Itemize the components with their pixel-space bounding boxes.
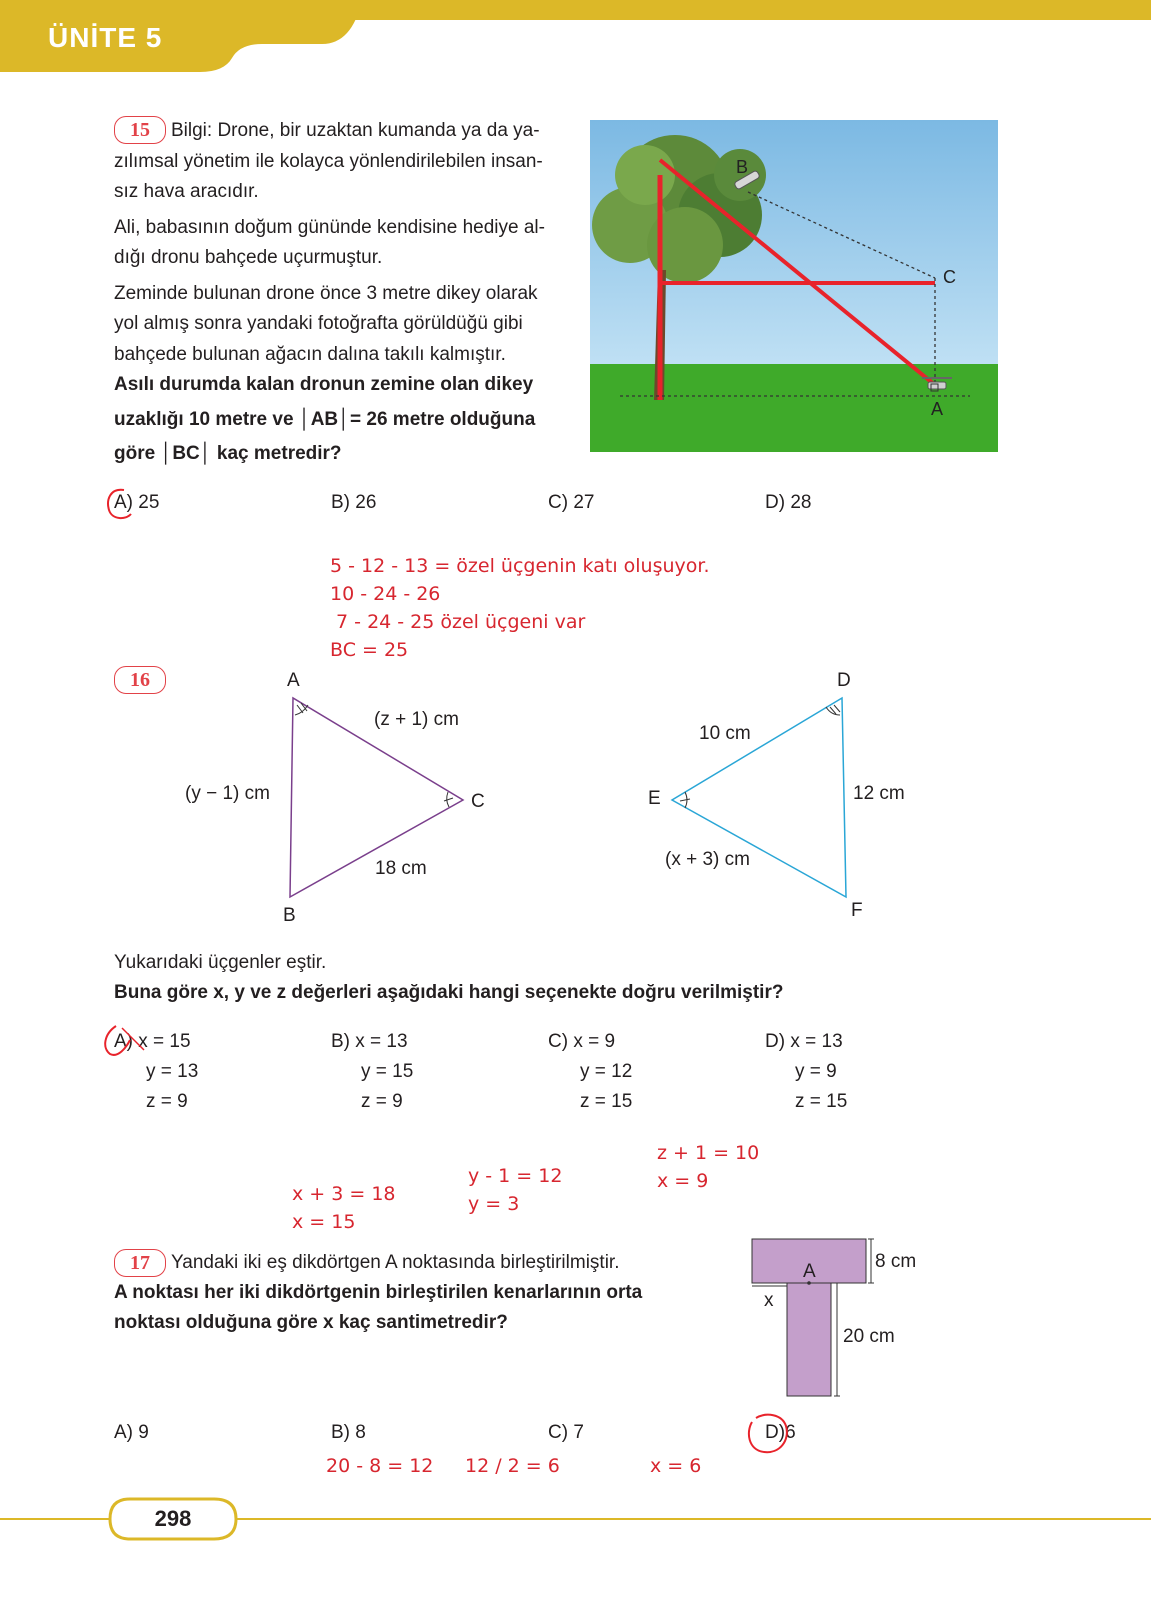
question-number-17: 17: [114, 1249, 166, 1277]
q17-note-1: 20 - 8 = 12: [326, 1455, 434, 1477]
q16-note-z-1: z + 1 = 10: [657, 1142, 760, 1164]
q16-option-d[interactable]: [765, 1027, 847, 1117]
q17-note-2: 12 / 2 = 6: [465, 1455, 560, 1477]
side-ac-label: (z + 1) cm: [374, 709, 459, 730]
side-ef-label: (x + 3) cm: [665, 849, 750, 870]
q15-option-b[interactable]: B) 26: [331, 492, 377, 513]
question-number-15: 15: [114, 116, 166, 144]
q16-question: Buna göre x, y ve z değerleri aşağıdaki hangi seçenekte doğru verilmiştir?: [114, 982, 784, 1003]
side-df-label: 12 cm: [853, 783, 905, 804]
q15-bold-1: Asılı durumda kalan dronun zemine olan dikey: [114, 374, 534, 395]
q16-option-c-y: y = 12: [580, 1061, 633, 1082]
vertex-f: F: [851, 900, 863, 921]
q17-option-a[interactable]: A) 9: [114, 1422, 149, 1443]
q16-option-b-x: x = 13: [355, 1031, 408, 1052]
q16-option-c[interactable]: [548, 1027, 632, 1117]
drone-photo: [590, 120, 998, 452]
question-number-16: 16: [114, 666, 166, 694]
q15-option-a[interactable]: A) 25: [114, 492, 160, 513]
photo-label-a: A: [931, 399, 944, 419]
q17-option-c[interactable]: C) 7: [548, 1422, 584, 1443]
photo-label-c: C: [943, 267, 956, 287]
q16-option-b-letter: B): [331, 1031, 350, 1052]
q16-note-y-1: y - 1 = 12: [468, 1165, 563, 1187]
answer-circle-mark: [100, 1020, 148, 1060]
q16-note-x: [292, 1180, 396, 1236]
q16-option-a-z: z = 9: [146, 1091, 188, 1112]
q16-note-z: [657, 1139, 759, 1195]
q17-note-3: x = 6: [650, 1455, 702, 1477]
q15-line-5: dığı dronu bahçede uçurmuştur.: [114, 247, 383, 268]
q17-bold-1: A noktası her iki dikdörtgenin birleştirilen kenarlarının orta: [114, 1282, 643, 1303]
page-number: 298: [154, 1506, 192, 1531]
q16-statement: Yukarıdaki üçgenler eştir.: [114, 952, 327, 973]
unit-title: ÜNİTE 5: [48, 22, 163, 53]
q15-note-1: 5 - 12 - 13 = özel üçgenin katı oluşuyor.: [330, 555, 710, 577]
q15-line-6: Zeminde bulunan drone önce 3 metre dikey olarak: [114, 282, 538, 304]
q16-option-d-letter: D): [765, 1031, 786, 1052]
q16-option-a-y: y = 13: [146, 1061, 199, 1082]
height-label: 8 cm: [875, 1251, 917, 1272]
vertical-rectangle: [787, 1283, 831, 1396]
q15-line-8: bahçede bulunan ağacın dalına takılı kalmıştır.: [114, 343, 506, 365]
q16-option-b-y: y = 15: [361, 1061, 414, 1082]
q16-note-x-2: x = 15: [292, 1211, 356, 1233]
q16-option-c-x: x = 9: [573, 1031, 616, 1052]
q17-option-d-letter: D): [765, 1422, 786, 1443]
q15-option-c[interactable]: C) 27: [548, 492, 595, 513]
q16-option-c-z: z = 15: [580, 1091, 633, 1112]
q16-option-c-letter: C): [548, 1031, 569, 1052]
q15-line-1: Bilgi: Drone, bir uzaktan kumanda ya da ya-: [171, 120, 540, 141]
q15-notes: [330, 552, 710, 664]
q16-note-y: [468, 1162, 562, 1218]
side-ed-label: 10 cm: [699, 723, 751, 744]
q17-line-1: Yandaki iki eş dikdörtgen A noktasında birleştirilmiştir.: [171, 1252, 620, 1273]
t-rectangles-figure: [745, 1234, 875, 1402]
photo-label-b: B: [736, 157, 749, 177]
q17-bold-2: noktası olduğuna göre x kaç santimetredir?: [114, 1312, 508, 1333]
q15-bold-3: göre │BC│ kaç metredir?: [114, 443, 342, 464]
vertex-c: C: [471, 791, 485, 812]
side-bc-label: 18 cm: [375, 858, 427, 879]
q16-option-d-x: x = 13: [790, 1031, 843, 1052]
vertex-a: A: [287, 670, 300, 691]
q15-line-2: zılımsal yönetim ile kolayca yönlendirilebilen insan-: [114, 150, 543, 172]
length-label: 20 cm: [843, 1326, 895, 1347]
q16-option-d-z: z = 15: [795, 1091, 848, 1112]
q15-line-4: Ali, babasının doğum gününde kendisine hediye al-: [114, 216, 545, 238]
point-a-label: A: [803, 1261, 816, 1282]
q15-note-3: 7 - 24 - 25 özel üçgeni var: [330, 611, 586, 633]
q16-note-x-1: x + 3 = 18: [292, 1183, 396, 1205]
answer-circle-mark: [742, 1410, 798, 1460]
q15-option-d[interactable]: D) 28: [765, 492, 812, 513]
q16-option-b-z: z = 9: [361, 1091, 403, 1112]
q15-note-2: 10 - 24 - 26: [330, 583, 441, 605]
q16-option-d-y: y = 9: [795, 1061, 837, 1082]
vertex-e: E: [648, 788, 661, 809]
q15-line-7: yol almış sonra yandaki fotoğrafta görüldüğü gibi: [114, 313, 523, 334]
q15-line-3: sız hava aracıdır.: [114, 181, 259, 202]
answer-circle-mark: [104, 486, 138, 522]
vertex-d: D: [837, 670, 851, 691]
q17-option-d-value: 6: [785, 1422, 796, 1443]
q16-option-a-letter: A): [114, 1031, 133, 1052]
q16-option-b[interactable]: [331, 1027, 413, 1117]
q17-option-b[interactable]: B) 8: [331, 1422, 366, 1443]
question-15-text: [114, 116, 566, 470]
vertex-b: B: [283, 905, 296, 926]
q16-note-y-2: y = 3: [468, 1193, 520, 1215]
q16-option-a-x: x = 15: [138, 1031, 191, 1052]
q15-bold-2: uzaklığı 10 metre ve │AB│= 26 metre olduğuna: [114, 408, 536, 430]
side-ab-label: (y − 1) cm: [185, 783, 270, 804]
q15-note-4: BC = 25: [330, 639, 409, 661]
x-label: x: [764, 1290, 774, 1311]
congruent-triangles: [170, 665, 930, 930]
q16-note-z-2: x = 9: [657, 1170, 709, 1192]
